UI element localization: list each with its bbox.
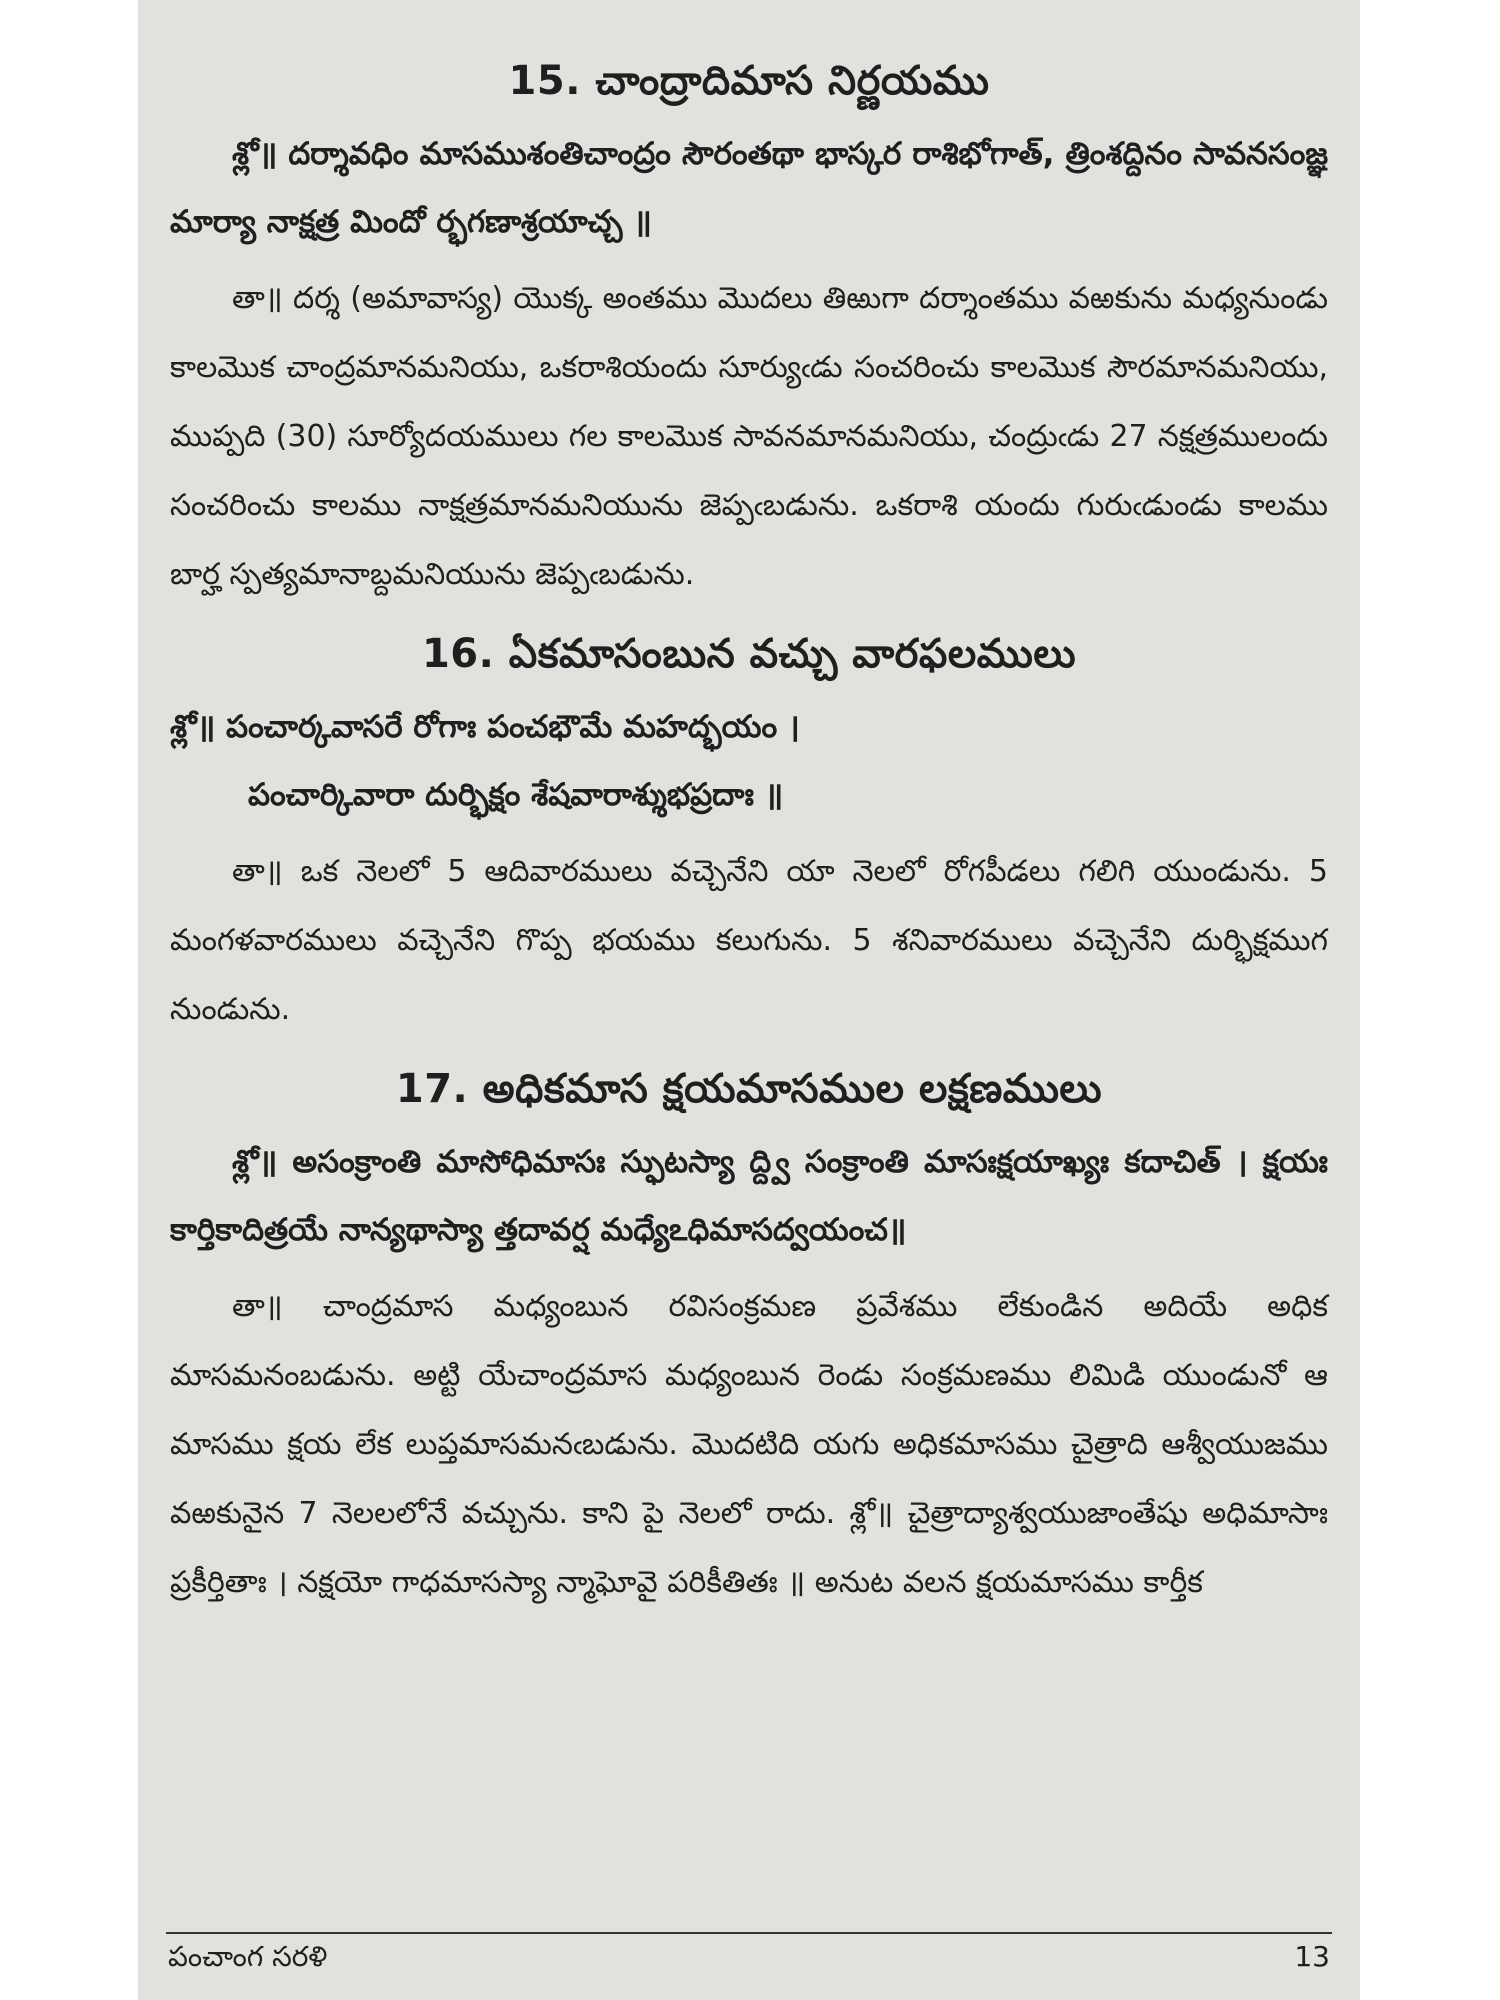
section-16-verse-line-1: శ్లో॥ పంచార్కవాసరే రోగాః పంచభౌమే మహద్భయం । [170, 709, 800, 745]
section-15-heading: 15. చాంద్రాదిమాస నిర్ణయము [508, 58, 990, 104]
footer-divider [166, 1932, 1332, 1934]
book-page [138, 0, 1360, 2000]
section-17-meaning: తా॥ చాంద్రమాస మధ్యంబున రవిసంక్రమణ ప్రవేశము లేకుండిన అదియే అధిక మాసమనంబడును. అట్టి యేచాంద్రమాస మధ్యంబున రెండు సంక్రమణము లిమిడి యుండునో ఆ మాసము క్షయ లేక లుప్తమాసమనఁబడును. మొదటిది యగు అధికమాసము చైత్రాది ఆశ్వీయుజము వఱకునైన 7 నెలలలోనే వచ్చును. కాని పై నెలలో రాదు. శ్లో॥ చైత్రాద్యాశ్వయుజాంతేషు అధిమాసాః ప్రకీర్తితాః । నక్షయో గాధమాసస్యా న్మాఘోవై పరికీతితః ॥ అనుట వలన క్షయమాసము కార్తీక [170, 1289, 1328, 1600]
section-16-heading: 16. ఏకమాసంబున వచ్చు వారఫలములు [421, 631, 1077, 677]
page-footer [168, 1940, 1330, 1980]
page-number: 13 [1294, 1940, 1330, 1973]
section-16-meaning: తా॥ ఒక నెలలో 5 ఆదివారములు వచ్చెనేని యా నెలలో రోగపీడలు గలిగి యుండును. 5 మంగళవారములు వచ్చెనేని గొప్ప భయము కలుగును. 5 శనివారములు వచ్చెనేని దుర్భిక్షముగ నుండును. [170, 854, 1328, 1027]
section-15-verse: శ్లో॥ దర్శావధిం మాసముశంతిచాంద్రం సౌరంతథా భాస్కర రాశిభోగాత్, త్రింశద్దినం సావనసంజ్ఞ మార్యా నాక్షత్ర మిందో ర్భగణాశ్రయాచ్చ ॥ [170, 136, 1328, 240]
page-content [170, 50, 1328, 1617]
section-17-heading: 17. అధికమాస క్షయమాసముల లక్షణములు [395, 1066, 1103, 1112]
section-15-meaning: తా॥ దర్శ (అమావాస్య) యొక్క అంతము మొదలు తిఱుగా దర్శాంతము వఱకును మధ్యనుండు కాలమొక చాంద్రమానమనియు, ఒకరాశియందు సూర్యుఁడు సంచరించు కాలమొక సౌరమానమనియు, ముప్పది (30) సూర్యోదయములు గల కాలమొక సావనమానమనియు, చంద్రుఁడు 27 నక్షత్రములందు సంచరించు కాలము నాక్షత్రమానమనియును జెప్పఁబడును. ఒకరాశి యందు గురుఁడుండు కాలము బార్హ స్పత్యమానాబ్దమనియును జెప్పఁబడును. [170, 281, 1328, 592]
section-16-verse-line-2: పంచార్కివారా దుర్భిక్షం శేషవారాశ్శుభప్రదాః ॥ [248, 777, 784, 813]
section-17-verse: శ్లో॥ అసంక్రాంతి మాసోధిమాసః స్ఫుటస్యా ద్ద్వి సంక్రాంతి మాసఃక్షయాఖ్యః కదాచిత్ । క్షయః కార్తికాదిత్రయే నాన్యథాస్యా త్తదావర్ష మధ్యేఽధిమాసద్వయంచ॥ [170, 1144, 1328, 1248]
book-title: పంచాంగ సరళి [168, 1940, 328, 1973]
